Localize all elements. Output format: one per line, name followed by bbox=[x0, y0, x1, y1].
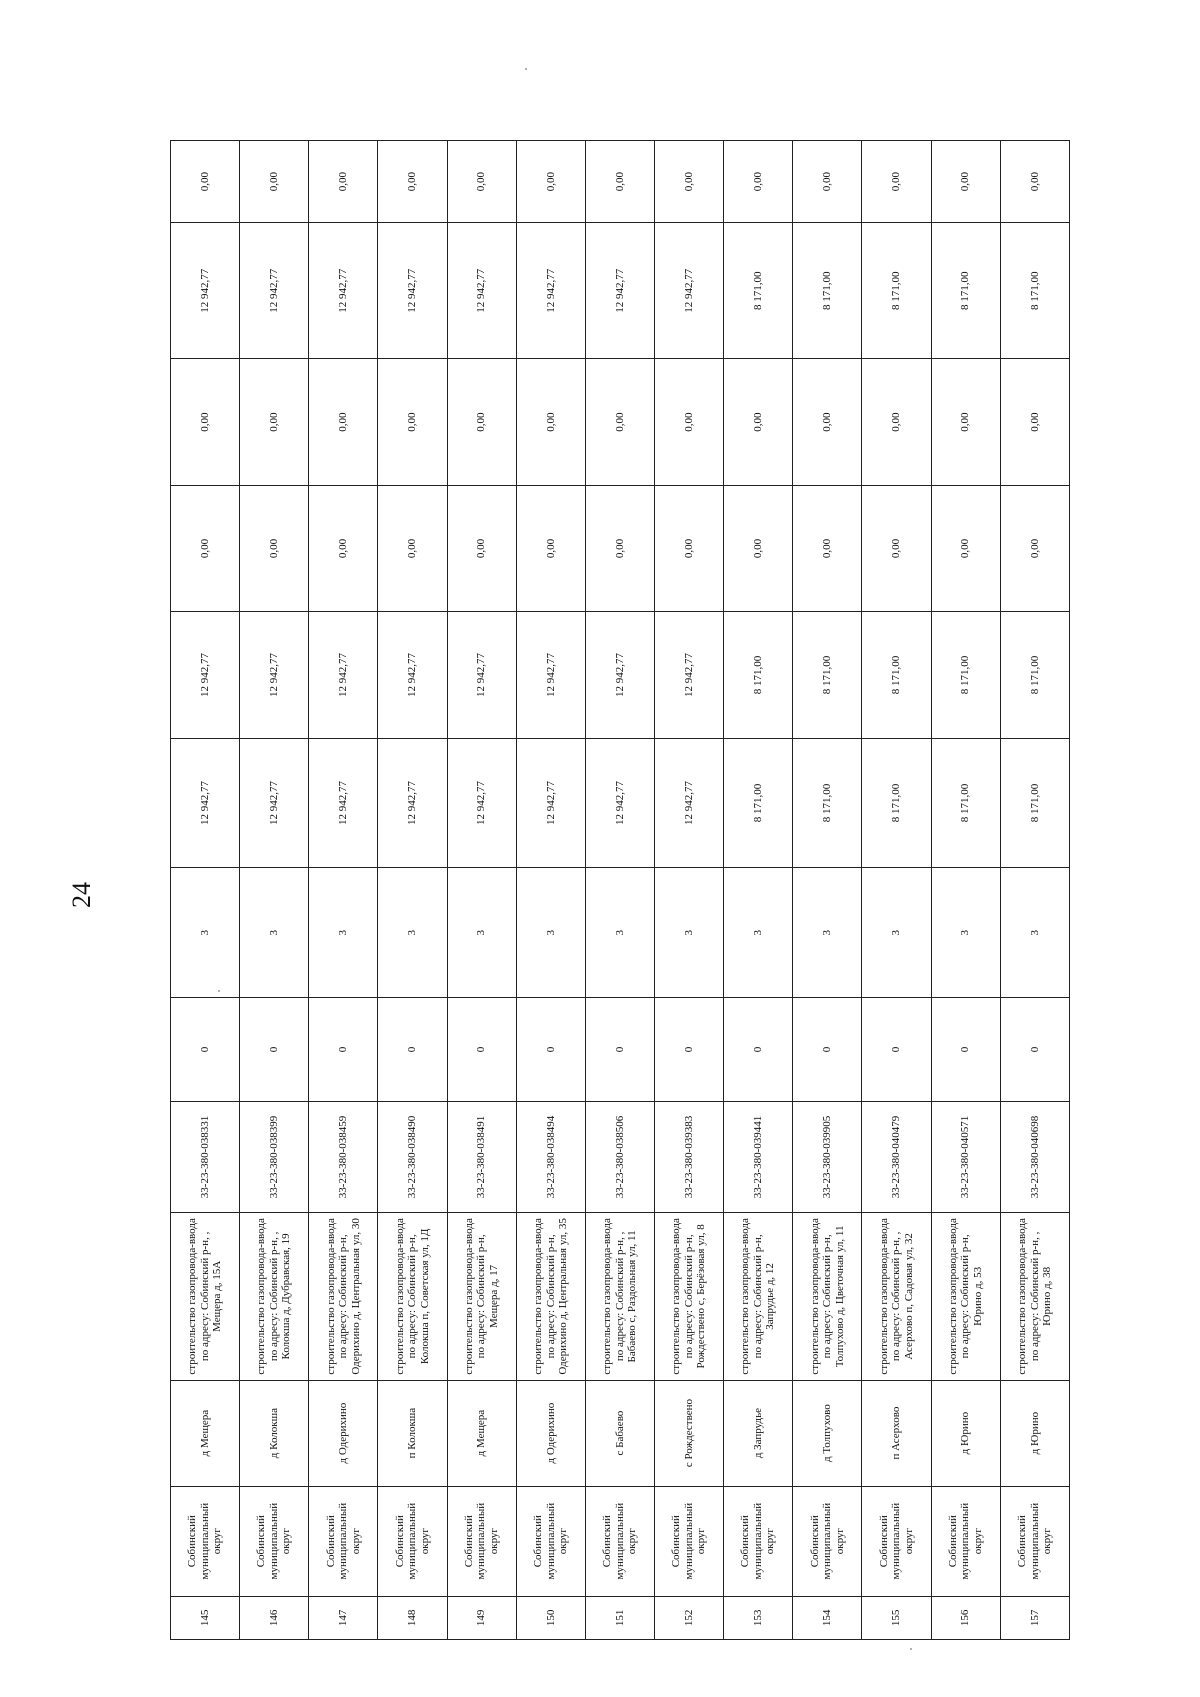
column-13-cell: 0,00 bbox=[585, 141, 654, 223]
table-row bbox=[1000, 141, 1069, 1640]
column-7-cell: 3 bbox=[447, 868, 516, 998]
column-12-cell: 8 171,00 bbox=[793, 223, 862, 359]
district-cell: Собинский муниципальный округ bbox=[654, 1486, 723, 1596]
district-cell: Собинский муниципальный округ bbox=[516, 1486, 585, 1596]
column-13-cell: 0,00 bbox=[309, 141, 378, 223]
column-8-cell: 8 171,00 bbox=[931, 738, 1000, 868]
district-cell: Собинский муниципальный округ bbox=[171, 1486, 240, 1596]
column-7-cell: 3 bbox=[1000, 868, 1069, 998]
object-code-cell: 33-23-380-039905 bbox=[793, 1101, 862, 1212]
column-12-cell: 8 171,00 bbox=[724, 223, 793, 359]
locality-cell: д Мещера bbox=[171, 1380, 240, 1486]
row-number: 156 bbox=[931, 1596, 1000, 1639]
row-number: 152 bbox=[654, 1596, 723, 1639]
work-description-cell: строительство газопровода-ввода по адресу: Собинский р-н, Мещера д, 17 bbox=[447, 1213, 516, 1381]
column-9-cell: 8 171,00 bbox=[724, 612, 793, 738]
object-code-cell: 33-23-380-038399 bbox=[240, 1101, 309, 1212]
column-11-cell: 0,00 bbox=[724, 359, 793, 485]
district-cell: Собинский муниципальный округ bbox=[378, 1486, 447, 1596]
column-6-cell: 0 bbox=[724, 998, 793, 1102]
locality-cell: с Бабаево bbox=[585, 1380, 654, 1486]
column-12-cell: 12 942,77 bbox=[447, 223, 516, 359]
row-number: 151 bbox=[585, 1596, 654, 1639]
column-7-cell: 3 bbox=[862, 868, 931, 998]
district-cell: Собинский муниципальный округ bbox=[724, 1486, 793, 1596]
table-row bbox=[931, 141, 1000, 1640]
column-10-cell: 0,00 bbox=[240, 485, 309, 611]
gas-pipeline-table bbox=[170, 140, 1070, 1640]
row-number: 157 bbox=[1000, 1596, 1069, 1639]
column-13-cell: 0,00 bbox=[378, 141, 447, 223]
column-10-cell: 0,00 bbox=[1000, 485, 1069, 611]
column-8-cell: 8 171,00 bbox=[1000, 738, 1069, 868]
column-8-cell: 12 942,77 bbox=[378, 738, 447, 868]
column-13-cell: 0,00 bbox=[516, 141, 585, 223]
column-6-cell: 0 bbox=[654, 998, 723, 1102]
object-code-cell: 33-23-380-039383 bbox=[654, 1101, 723, 1212]
column-7-cell: 3 bbox=[309, 868, 378, 998]
column-11-cell: 0,00 bbox=[862, 359, 931, 485]
work-description-cell: строительство газопровода-ввода по адресу: Собинский р-н, Толпухово д, Цветочная ул, 11 bbox=[793, 1213, 862, 1381]
object-code-cell: 33-23-380-039441 bbox=[724, 1101, 793, 1212]
row-number: 145 bbox=[171, 1596, 240, 1639]
row-number: 148 bbox=[378, 1596, 447, 1639]
column-10-cell: 0,00 bbox=[724, 485, 793, 611]
column-8-cell: 12 942,77 bbox=[171, 738, 240, 868]
column-7-cell: 3 bbox=[516, 868, 585, 998]
work-description-cell: строительство газопровода-ввода по адресу: Собинский р-н, , Мещера д, 15А bbox=[171, 1213, 240, 1381]
column-8-cell: 8 171,00 bbox=[724, 738, 793, 868]
column-8-cell: 12 942,77 bbox=[447, 738, 516, 868]
table-row bbox=[654, 141, 723, 1640]
work-description-cell: строительство газопровода-ввода по адресу: Собинский р-н, Одерихино д, Центральная ул, 35 bbox=[516, 1213, 585, 1381]
column-10-cell: 0,00 bbox=[447, 485, 516, 611]
column-12-cell: 12 942,77 bbox=[171, 223, 240, 359]
locality-cell: д Одерихино bbox=[309, 1380, 378, 1486]
work-description-cell: строительство газопровода-ввода по адресу: Собинский р-н, Юрино д, 53 bbox=[931, 1213, 1000, 1381]
column-12-cell: 12 942,77 bbox=[585, 223, 654, 359]
table-row bbox=[378, 141, 447, 1640]
object-code-cell: 33-23-380-040479 bbox=[862, 1101, 931, 1212]
locality-cell: д Толпухово bbox=[793, 1380, 862, 1486]
column-12-cell: 8 171,00 bbox=[1000, 223, 1069, 359]
work-description-cell: строительство газопровода-ввода по адресу: Собинский р-н, , Юрино д, 38 bbox=[1000, 1213, 1069, 1381]
column-9-cell: 8 171,00 bbox=[862, 612, 931, 738]
column-9-cell: 8 171,00 bbox=[1000, 612, 1069, 738]
district-cell: Собинский муниципальный округ bbox=[585, 1486, 654, 1596]
district-cell: Собинский муниципальный округ bbox=[309, 1486, 378, 1596]
column-11-cell: 0,00 bbox=[447, 359, 516, 485]
object-code-cell: 33-23-380-040698 bbox=[1000, 1101, 1069, 1212]
column-12-cell: 12 942,77 bbox=[516, 223, 585, 359]
object-code-cell: 33-23-380-038459 bbox=[309, 1101, 378, 1212]
column-6-cell: 0 bbox=[585, 998, 654, 1102]
table-row bbox=[724, 141, 793, 1640]
column-6-cell: 0 bbox=[516, 998, 585, 1102]
column-11-cell: 0,00 bbox=[378, 359, 447, 485]
table-row bbox=[516, 141, 585, 1640]
column-11-cell: 0,00 bbox=[309, 359, 378, 485]
object-code-cell: 33-23-380-038491 bbox=[447, 1101, 516, 1212]
column-11-cell: 0,00 bbox=[240, 359, 309, 485]
column-13-cell: 0,00 bbox=[1000, 141, 1069, 223]
object-code-cell: 33-23-380-038331 bbox=[171, 1101, 240, 1212]
column-13-cell: 0,00 bbox=[171, 141, 240, 223]
row-number: 154 bbox=[793, 1596, 862, 1639]
column-8-cell: 12 942,77 bbox=[654, 738, 723, 868]
column-10-cell: 0,00 bbox=[309, 485, 378, 611]
object-code-cell: 33-23-380-040571 bbox=[931, 1101, 1000, 1212]
district-cell: Собинский муниципальный округ bbox=[931, 1486, 1000, 1596]
object-code-cell: 33-23-380-038490 bbox=[378, 1101, 447, 1212]
column-9-cell: 12 942,77 bbox=[171, 612, 240, 738]
column-9-cell: 12 942,77 bbox=[309, 612, 378, 738]
work-description-cell: строительство газопровода-ввода по адресу: Собинский р-н, Запрудье д, 12 bbox=[724, 1213, 793, 1381]
page-number: 24 bbox=[67, 882, 96, 908]
district-cell: Собинский муниципальный округ bbox=[240, 1486, 309, 1596]
column-7-cell: 3 bbox=[793, 868, 862, 998]
column-9-cell: 8 171,00 bbox=[931, 612, 1000, 738]
column-13-cell: 0,00 bbox=[447, 141, 516, 223]
column-6-cell: 0 bbox=[378, 998, 447, 1102]
work-description-cell: строительство газопровода-ввода по адресу: Собинский р-н, Колокша п, Советская ул, 1Д bbox=[378, 1213, 447, 1381]
table-row bbox=[240, 141, 309, 1640]
column-7-cell: 3 bbox=[240, 868, 309, 998]
column-6-cell: 0 bbox=[862, 998, 931, 1102]
column-6-cell: 0 bbox=[931, 998, 1000, 1102]
column-6-cell: 0 bbox=[240, 998, 309, 1102]
column-11-cell: 0,00 bbox=[793, 359, 862, 485]
column-13-cell: 0,00 bbox=[654, 141, 723, 223]
locality-cell: д Юрино bbox=[1000, 1380, 1069, 1486]
scan-speck bbox=[525, 68, 527, 70]
column-10-cell: 0,00 bbox=[378, 485, 447, 611]
row-number: 155 bbox=[862, 1596, 931, 1639]
table-row bbox=[309, 141, 378, 1640]
district-cell: Собинский муниципальный округ bbox=[447, 1486, 516, 1596]
column-12-cell: 8 171,00 bbox=[931, 223, 1000, 359]
locality-cell: д Одерихино bbox=[516, 1380, 585, 1486]
column-10-cell: 0,00 bbox=[931, 485, 1000, 611]
column-12-cell: 12 942,77 bbox=[240, 223, 309, 359]
column-13-cell: 0,00 bbox=[240, 141, 309, 223]
column-6-cell: 0 bbox=[309, 998, 378, 1102]
column-9-cell: 12 942,77 bbox=[378, 612, 447, 738]
locality-cell: д Мещера bbox=[447, 1380, 516, 1486]
column-7-cell: 3 bbox=[585, 868, 654, 998]
column-10-cell: 0,00 bbox=[171, 485, 240, 611]
column-6-cell: 0 bbox=[1000, 998, 1069, 1102]
column-13-cell: 0,00 bbox=[793, 141, 862, 223]
column-11-cell: 0,00 bbox=[1000, 359, 1069, 485]
table-row bbox=[171, 141, 240, 1640]
locality-cell: д Запрудье bbox=[724, 1380, 793, 1486]
district-cell: Собинский муниципальный округ bbox=[1000, 1486, 1069, 1596]
column-10-cell: 0,00 bbox=[516, 485, 585, 611]
column-9-cell: 8 171,00 bbox=[793, 612, 862, 738]
column-7-cell: 3 bbox=[724, 868, 793, 998]
locality-cell: с Рождествено bbox=[654, 1380, 723, 1486]
object-code-cell: 33-23-380-038506 bbox=[585, 1101, 654, 1212]
column-12-cell: 8 171,00 bbox=[862, 223, 931, 359]
column-8-cell: 8 171,00 bbox=[862, 738, 931, 868]
column-7-cell: 3 bbox=[171, 868, 240, 998]
district-cell: Собинский муниципальный округ bbox=[793, 1486, 862, 1596]
row-number: 147 bbox=[309, 1596, 378, 1639]
table-row bbox=[447, 141, 516, 1640]
locality-cell: д Колокша bbox=[240, 1380, 309, 1486]
column-9-cell: 12 942,77 bbox=[516, 612, 585, 738]
column-11-cell: 0,00 bbox=[654, 359, 723, 485]
column-12-cell: 12 942,77 bbox=[654, 223, 723, 359]
column-13-cell: 0,00 bbox=[724, 141, 793, 223]
column-10-cell: 0,00 bbox=[585, 485, 654, 611]
rotated-table-wrapper bbox=[170, 140, 1070, 1640]
locality-cell: п Колокша bbox=[378, 1380, 447, 1486]
column-7-cell: 3 bbox=[378, 868, 447, 998]
column-11-cell: 0,00 bbox=[585, 359, 654, 485]
column-12-cell: 12 942,77 bbox=[309, 223, 378, 359]
object-code-cell: 33-23-380-038494 bbox=[516, 1101, 585, 1212]
column-8-cell: 12 942,77 bbox=[240, 738, 309, 868]
row-number: 153 bbox=[724, 1596, 793, 1639]
table-body bbox=[171, 141, 1070, 1640]
work-description-cell: строительство газопровода-ввода по адресу: Собинский р-н, , Асерхово п, Садовая ул, 32 bbox=[862, 1213, 931, 1381]
work-description-cell: строительство газопровода-ввода по адресу: Собинский р-н, Одерихино д, Центральная ул, 30 bbox=[309, 1213, 378, 1381]
locality-cell: д Юрино bbox=[931, 1380, 1000, 1486]
scan-speck bbox=[910, 1648, 912, 1650]
table-row bbox=[862, 141, 931, 1640]
column-10-cell: 0,00 bbox=[654, 485, 723, 611]
column-8-cell: 8 171,00 bbox=[793, 738, 862, 868]
column-10-cell: 0,00 bbox=[862, 485, 931, 611]
work-description-cell: строительство газопровода-ввода по адресу: Собинский р-н, , Бабаево с, Раздольная ул, 11 bbox=[585, 1213, 654, 1381]
column-9-cell: 12 942,77 bbox=[240, 612, 309, 738]
column-6-cell: 0 bbox=[171, 998, 240, 1102]
column-9-cell: 12 942,77 bbox=[447, 612, 516, 738]
locality-cell: п Асерхово bbox=[862, 1380, 931, 1486]
column-13-cell: 0,00 bbox=[862, 141, 931, 223]
district-cell: Собинский муниципальный округ bbox=[862, 1486, 931, 1596]
column-10-cell: 0,00 bbox=[793, 485, 862, 611]
column-9-cell: 12 942,77 bbox=[585, 612, 654, 738]
row-number: 149 bbox=[447, 1596, 516, 1639]
column-8-cell: 12 942,77 bbox=[516, 738, 585, 868]
column-13-cell: 0,00 bbox=[931, 141, 1000, 223]
table-row bbox=[793, 141, 862, 1640]
work-description-cell: строительство газопровода-ввода по адресу: Собинский р-н, Рождествено с, Берёзовая ул, 8 bbox=[654, 1213, 723, 1381]
column-11-cell: 0,00 bbox=[931, 359, 1000, 485]
column-8-cell: 12 942,77 bbox=[585, 738, 654, 868]
column-12-cell: 12 942,77 bbox=[378, 223, 447, 359]
column-6-cell: 0 bbox=[793, 998, 862, 1102]
column-7-cell: 3 bbox=[654, 868, 723, 998]
column-9-cell: 12 942,77 bbox=[654, 612, 723, 738]
column-11-cell: 0,00 bbox=[171, 359, 240, 485]
column-8-cell: 12 942,77 bbox=[309, 738, 378, 868]
table-row bbox=[585, 141, 654, 1640]
work-description-cell: строительство газопровода-ввода по адресу: Собинский р-н, , Колокша д, Дубравская, 19 bbox=[240, 1213, 309, 1381]
column-6-cell: 0 bbox=[447, 998, 516, 1102]
row-number: 150 bbox=[516, 1596, 585, 1639]
row-number: 146 bbox=[240, 1596, 309, 1639]
column-11-cell: 0,00 bbox=[516, 359, 585, 485]
column-7-cell: 3 bbox=[931, 868, 1000, 998]
